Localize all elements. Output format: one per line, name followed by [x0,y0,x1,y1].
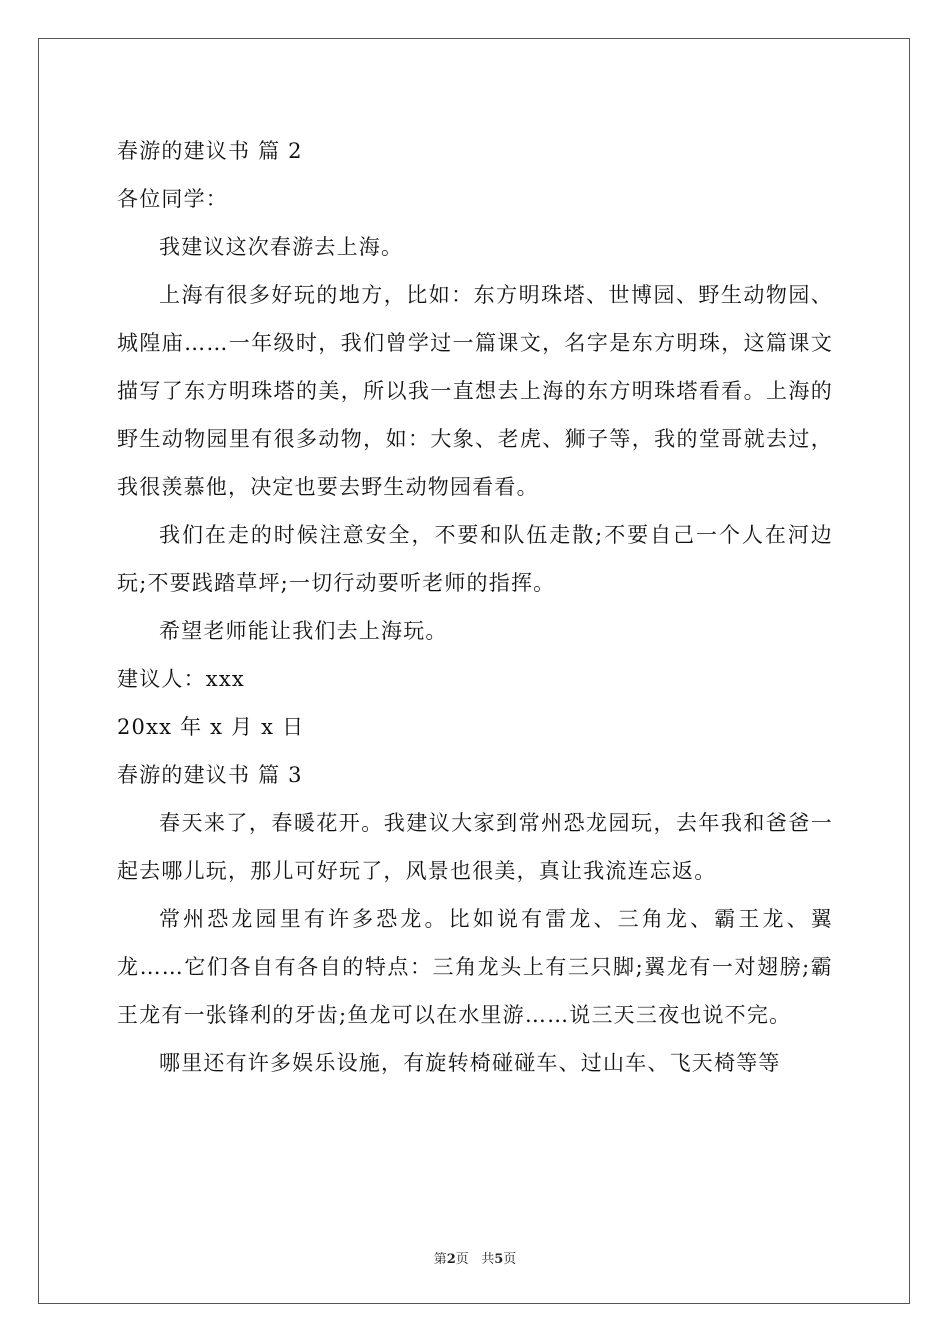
paragraph: 哪里还有许多娱乐设施，有旋转椅碰碰车、过山车、飞天椅等等 [159,1051,781,1075]
signer: 建议人：xxx [117,667,245,691]
paragraph: 我建议这次春游去上海。 [159,235,404,259]
paragraph: 春天来了，春暖花开。我建议大家到常州恐龙园玩，去年我和爸爸一起去哪儿玩，那儿可好玩了，风景也很美，真让我流连忘返。 [117,811,833,883]
section-title: 春游的建议书 篇 3 [117,763,303,787]
paragraph: 希望老师能让我们去上海玩。 [159,619,448,643]
section-title: 春游的建议书 篇 2 [117,139,303,163]
footer-total-pages: 5 [494,1252,504,1267]
footer-page-number: 2 [446,1252,456,1267]
footer-page-prefix: 第 [433,1252,447,1267]
paragraph: 常州恐龙园里有许多恐龙。比如说有雷龙、三角龙、霸王龙、翼龙……它们各自有各自的特点：三角龙头上有三只脚;翼龙有一对翅膀;霸王龙有一张锋利的牙齿;鱼龙可以在水里游……说三天三夜也说不完。 [117,907,833,1027]
greeting: 各位同学： [117,187,228,211]
paragraph: 上海有很多好玩的地方，比如：东方明珠塔、世博园、野生动物园、城隍庙……一年级时，我们曾学过一篇课文，名字是东方明珠，这篇课文描写了东方明珠塔的美，所以我一直想去上海的东方明珠塔看看。上海的野生动物园里有很多动物，如：大象、老虎、狮子等，我的堂哥就去过，我很羡慕他，决定也要去野生动物园看看。 [117,283,833,499]
document-body [117,127,833,1087]
footer-total-prefix: 共 [481,1252,495,1267]
page-footer [0,1248,950,1267]
date: 20xx 年 x 月 x 日 [117,715,305,739]
paragraph: 我们在走的时候注意安全，不要和队伍走散;不要自己一个人在河边玩;不要践踏草坪;一切行动要听老师的指挥。 [117,523,833,595]
footer-total-suffix: 页 [503,1252,517,1267]
footer-page-suffix: 页 [455,1252,469,1267]
